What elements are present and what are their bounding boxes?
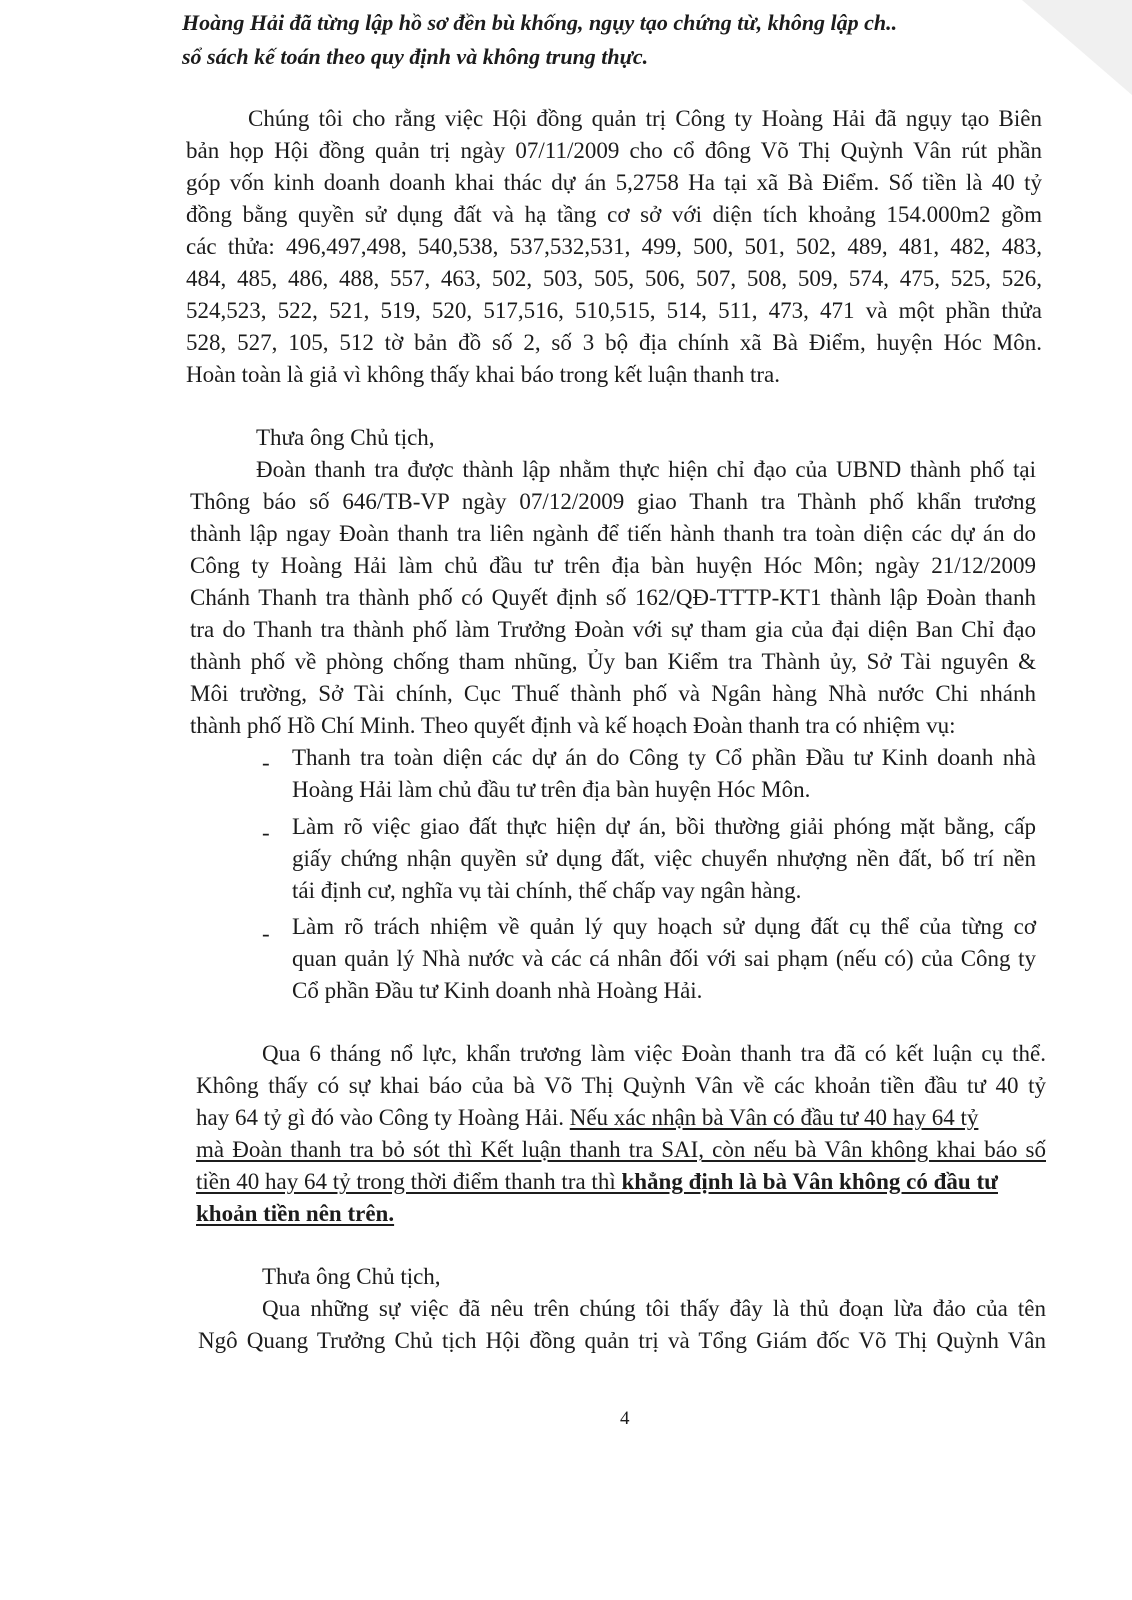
paragraph-line: thành phố về phòng chống tham nhũng, Ủy ban Kiểm tra Thành ủy, Sở Tài nguyên & xyxy=(190,649,1036,674)
bullet-line: Làm rõ trách nhiệm về quản lý quy hoạch sử dụng đất cụ thể của từng cơ xyxy=(292,914,1036,939)
paragraph-line: bản họp Hội đồng quản trị ngày 07/11/2009 cho cổ đông Võ Thị Quỳnh Vân rút phần xyxy=(186,138,1042,163)
bold-underlined-line: khoản tiền nên trên. xyxy=(196,1201,395,1226)
page-fold-corner xyxy=(1022,0,1132,95)
greeting: Thưa ông Chủ tịch, xyxy=(256,425,435,450)
paragraph-line: đồng bằng quyền sử dụng đất và hạ tầng cơ sở với diện tích khoảng 154.000m2 gồm xyxy=(186,202,1042,227)
paragraph-line xyxy=(196,1103,1132,1133)
bullet-line: Cổ phần Đầu tư Kinh doanh nhà Hoàng Hải. xyxy=(292,978,703,1003)
paragraph-line xyxy=(196,1167,1132,1197)
underlined-text: Nếu xác nhận bà Vân có đầu tư 40 hay 64 tỷ xyxy=(569,1105,979,1130)
bullet-marker: - xyxy=(262,921,270,946)
paragraph-line: Thông báo số 646/TB-VP ngày 07/12/2009 giao Thanh tra Thành phố khẩn trương xyxy=(190,489,1036,514)
paragraph-line: 484, 485, 486, 488, 557, 463, 502, 503, 505, 506, 507, 508, 509, 574, 475, 525, 526, xyxy=(186,266,1042,291)
bullet-marker: - xyxy=(262,750,270,775)
paragraph-line: Qua 6 tháng nổ lực, khẩn trương làm việc Đoàn thanh tra đã có kết luận cụ thể. xyxy=(262,1041,1046,1066)
bullet-marker: - xyxy=(262,820,270,845)
greeting: Thưa ông Chủ tịch, xyxy=(262,1264,441,1289)
bold-underlined-text: khẳng định là bà Vân không có đầu tư xyxy=(621,1169,998,1194)
paragraph-line: thành phố Hồ Chí Minh. Theo quyết định và kế hoạch Đoàn thanh tra có nhiệm vụ: xyxy=(190,713,956,738)
paragraph-line: Chánh Thanh tra thành phố có Quyết định số 162/QĐ-TTTP-KT1 thành lập Đoàn thanh xyxy=(190,585,1036,610)
bullet-line: Hoàng Hải làm chủ đầu tư trên địa bàn huyện Hóc Môn. xyxy=(292,777,811,802)
bullet-line: quan quản lý Nhà nước và các cá nhân đối với sai phạm (nếu có) của Công ty xyxy=(292,946,1036,971)
underlined-text: tiền 40 hay 64 tỷ trong thời điểm thanh tra thì xyxy=(196,1169,622,1194)
bullet-line: giấy chứng nhận quyền sử dụng đất, việc chuyển nhượng nền đất, bố trí nền xyxy=(292,846,1036,871)
intro-line-2: sổ sách kế toán theo quy định và không trung thực. xyxy=(182,44,649,69)
bullet-line: Thanh tra toàn diện các dự án do Công ty Cổ phần Đầu tư Kinh doanh nhà xyxy=(292,745,1036,770)
paragraph-line: Môi trường, Sở Tài chính, Cục Thuế thành phố và Ngân hàng Nhà nước Chi nhánh xyxy=(190,681,1036,706)
paragraph-line: Đoàn thanh tra được thành lập nhằm thực hiện chỉ đạo của UBND thành phố tại xyxy=(256,457,1036,482)
paragraph-line: Ngô Quang Trưởng Chủ tịch Hội đồng quản trị và Tổng Giám đốc Võ Thị Quỳnh Vân xyxy=(198,1328,1046,1353)
paragraph-line: 524,523, 522, 521, 519, 520, 517,516, 510,515, 514, 511, 473, 471 và một phần thửa xyxy=(186,298,1042,323)
paragraph-line: tra do Thanh tra thành phố làm Trưởng Đoàn với sự tham gia của đại diện Ban Chỉ đạo xyxy=(190,617,1036,642)
bullet-line: Làm rõ việc giao đất thực hiện dự án, bồi thường giải phóng mặt bằng, cấp xyxy=(292,814,1036,839)
paragraph-line: Không thấy có sự khai báo của bà Võ Thị Quỳnh Vân về các khoản tiền đầu tư 40 tỷ xyxy=(196,1073,1046,1098)
paragraph-line: thành lập ngay Đoàn thanh tra liên ngành để tiến hành thanh tra toàn diện các dự án do xyxy=(190,521,1036,546)
paragraph-line: Hoàn toàn là giả vì không thấy khai báo trong kết luận thanh tra. xyxy=(186,362,781,387)
intro-line-1: Hoàng Hải đã từng lập hồ sơ đền bù khống, ngụy tạo chứng từ, không lập ch.. xyxy=(182,10,898,35)
plain-text: hay 64 tỷ gì đó vào Công ty Hoàng Hải. xyxy=(196,1105,570,1130)
paragraph-line: Chúng tôi cho rằng việc Hội đồng quản trị Công ty Hoàng Hải đã ngụy tạo Biên xyxy=(248,106,1042,131)
paragraph-line: Công ty Hoàng Hải làm chủ đầu tư trên địa bàn huyện Hóc Môn; ngày 21/12/2009 xyxy=(190,553,1036,578)
page-number: 4 xyxy=(620,1408,630,1429)
paragraph-line: 528, 527, 105, 512 tờ bản đồ số 2, số 3 bộ địa chính xã Bà Điểm, huyện Hóc Môn. xyxy=(186,330,1042,355)
bullet-line: tái định cư, nghĩa vụ tài chính, thế chấp vay ngân hàng. xyxy=(292,878,802,903)
paragraph-line: góp vốn kinh doanh doanh khai thác dự án 5,2758 Ha tại xã Bà Điểm. Số tiền là 40 tỷ xyxy=(186,170,1042,195)
paragraph-line: Qua những sự việc đã nêu trên chúng tôi thấy đây là thủ đoạn lừa đảo của tên xyxy=(262,1296,1046,1321)
paragraph-line: các thửa: 496,497,498, 540,538, 537,532,531, 499, 500, 501, 502, 489, 481, 482, 483, xyxy=(186,234,1042,259)
underlined-line: mà Đoàn thanh tra bỏ sót thì Kết luận thanh tra SAI, còn nếu bà Vân không khai báo số xyxy=(196,1137,1046,1162)
